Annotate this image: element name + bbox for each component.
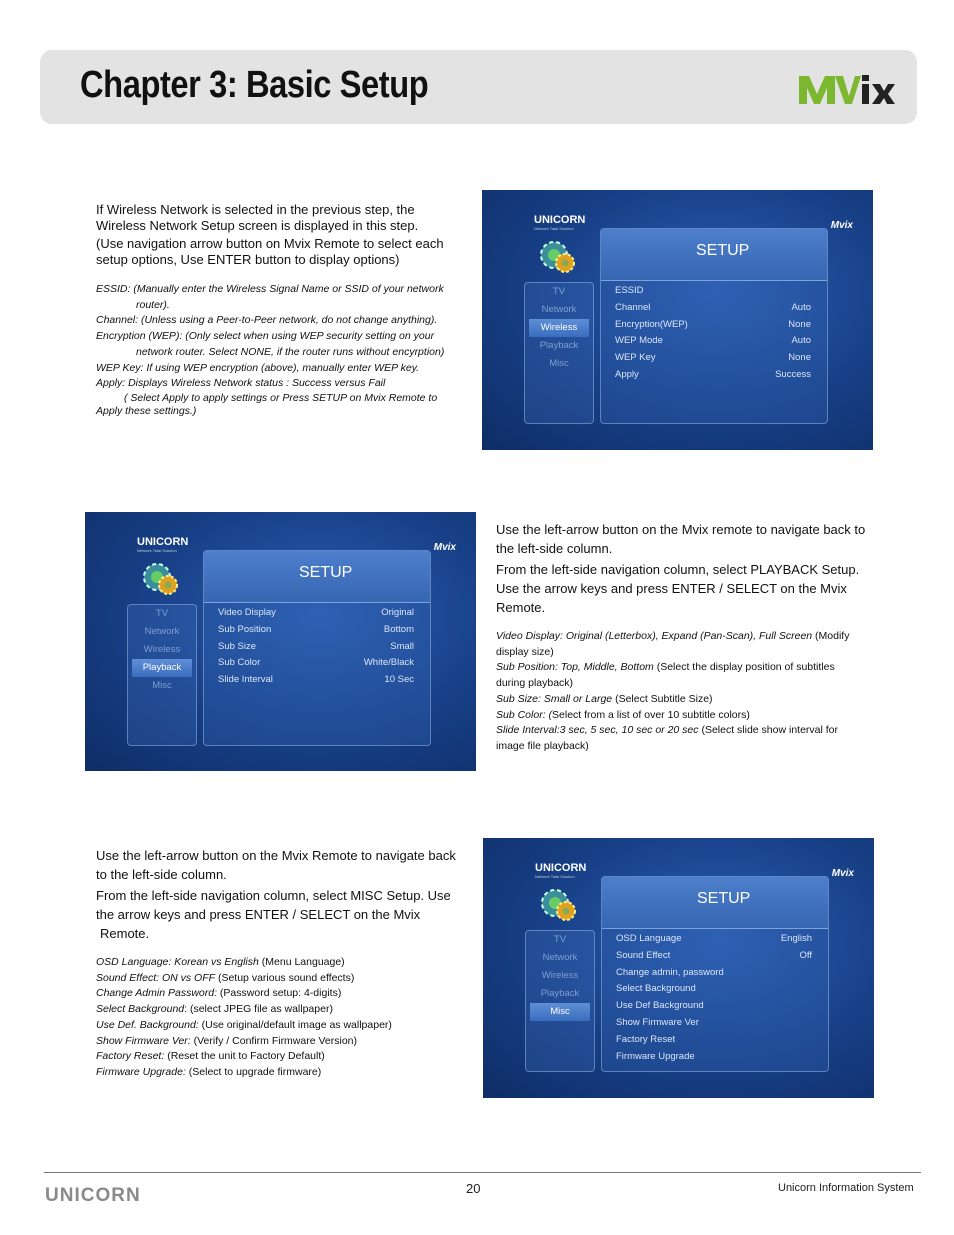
mvix-small-logo: Mvix [831, 868, 854, 879]
note-line: Select Background: (select JPEG file as wallpaper) [96, 1003, 333, 1016]
chapter-header [40, 50, 917, 124]
setup-row: Show Firmware Ver [616, 1016, 699, 1028]
note-line: Sound Effect: ON vs OFF (Setup various sound effects) [96, 971, 355, 984]
intro-paragraph-1: If Wireless Network is selected in the previous step, the Wireless Network Setup screen is displayed in this step. [96, 202, 419, 233]
unicorn-brand: UNICORN Network Total Solution [534, 214, 586, 231]
setup-nav-column [127, 604, 197, 746]
misc-paragraph-1: Use the left-arrow button on the Mvix Remote to navigate back to the left-side column. [96, 848, 456, 882]
note-line: Video Display: Original (Letterbox), Expand (Pan-Scan), Full Screen (Modify display size) [496, 630, 850, 658]
note-line: Slide Interval:3 sec, 5 sec, 10 sec or 20 sec (Select slide show interval for image file playback) [496, 724, 839, 752]
note-line: network router. Select NONE, if the router runs without encyrption) [136, 345, 445, 358]
setup-row: Channel Auto [615, 301, 811, 313]
setup-row: WEP Key None [615, 352, 811, 364]
mvix-small-logo: Mvix [433, 542, 456, 553]
setup-row: Sub Position Bottom [218, 623, 414, 635]
wireless-notes [96, 282, 456, 418]
setup-row: Factory Reset [616, 1033, 676, 1045]
page-title: Chapter 3: Basic Setup [80, 64, 429, 106]
setup-title: SETUP [299, 564, 353, 581]
gear-icon [140, 559, 180, 599]
nav-item-tv: TV [552, 286, 566, 297]
setup-nav-column [524, 282, 594, 424]
unicorn-brand: UNICORN Network Total Solution [137, 536, 189, 553]
setup-row: Sub Size Small [218, 640, 414, 652]
intro-paragraph-2: (Use navigation arrow button on Mvix Remote to select each setup options, Use ENTER button to display options) [96, 236, 444, 267]
wireless-setup-text [96, 202, 456, 418]
nav-item-wireless: Wireless [143, 644, 181, 655]
note-line: Firmware Upgrade: (Select to upgrade firmware) [96, 1065, 322, 1078]
playback-setup-text [496, 520, 866, 755]
setup-row: Sound Effect Off [616, 949, 812, 961]
nav-item-network: Network [541, 304, 577, 315]
setup-panel [203, 550, 431, 746]
mvix-logo [795, 68, 895, 110]
setup-row: Firmware Upgrade [616, 1050, 695, 1062]
setup-row: WEP Mode Auto [615, 335, 811, 347]
setup-title: SETUP [696, 242, 750, 259]
misc-notes [96, 955, 466, 1081]
gear-icon [538, 885, 578, 925]
nav-item-playback: Playback [540, 988, 580, 999]
note-line: Sub Color: (Select from a list of over 10 subtitle colors) [496, 708, 750, 721]
note-line: WEP Key: If using WEP encryption (above), manually enter WEP key. [96, 361, 420, 374]
playback-paragraph-2: From the left-side navigation column, select PLAYBACK Setup. Use the arrow keys and press ENTER / SELECT on the Mvix Remote. [496, 562, 860, 615]
nav-item-network: Network [144, 626, 180, 637]
misc-setup-text [96, 846, 466, 1081]
setup-rows [616, 933, 812, 1067]
setup-panel [600, 228, 828, 424]
note-line: Use Def. Background: (Use original/default image as wallpaper) [96, 1018, 392, 1031]
setup-title: SETUP [697, 890, 751, 907]
note-line: Encryption (WEP): (Only select when using WEP security setting on your [96, 330, 435, 343]
setup-row: Slide Interval 10 Sec [218, 674, 414, 686]
nav-item-wireless: Wireless [529, 319, 589, 337]
setup-row: Video Display Original [218, 607, 414, 618]
note-line: Show Firmware Ver: (Verify / Confirm Firmware Version) [96, 1034, 358, 1047]
playback-paragraph-1: Use the left-arrow button on the Mvix remote to navigate back to the left-side column. [496, 522, 866, 556]
note-line: ESSID: (Manually enter the Wireless Signal Name or SSID of your network [96, 283, 444, 295]
note-line: Apply: Displays Wireless Network status : Success versus Fail [96, 377, 386, 390]
mvix-small-logo: Mvix [830, 220, 853, 231]
nav-item-playback: Playback [539, 340, 579, 351]
setup-row: Use Def Background [616, 1000, 704, 1012]
misc-setup-screenshot [483, 838, 874, 1098]
unicorn-brand: UNICORN Network Total Solution [535, 862, 587, 879]
nav-item-misc: Misc [549, 358, 569, 369]
note-line: Channel: (Unless using a Peer-to-Peer network, do not change anything). [96, 314, 438, 327]
page-number: 20 [466, 1181, 481, 1196]
note-line: Sub Size: Small or Large (Select Subtitle Size) [496, 692, 713, 705]
gear-icon [537, 237, 577, 277]
setup-panel [601, 876, 829, 1072]
note-line: Sub Position: Top, Middle, Bottom (Select the display position of subtitles during playback) [496, 661, 835, 690]
setup-nav-column [525, 930, 595, 1072]
setup-row: Encryption(WEP) None [615, 318, 811, 330]
note-line: Apply these settings.) [96, 404, 197, 417]
nav-item-playback: Playback [132, 659, 192, 677]
footer-unicorn-logo: UNICORN [45, 1185, 141, 1206]
setup-rows [218, 607, 414, 691]
nav-item-tv: TV [155, 608, 169, 619]
setup-row: Change admin, password [616, 966, 724, 978]
setup-row: OSD Language English [616, 933, 812, 944]
note-line: ( Select Apply to apply settings or Press SETUP on Mvix Remote to [124, 391, 438, 404]
nav-item-misc: Misc [152, 680, 172, 691]
setup-row: Apply Success [615, 368, 811, 380]
setup-row: Sub Color White/Black [218, 657, 414, 669]
note-line: Factory Reset: (Reset the unit to Factory Default) [96, 1050, 325, 1063]
nav-item-tv: TV [553, 934, 567, 945]
setup-row: ESSID [615, 285, 644, 296]
playback-setup-screenshot [85, 512, 476, 771]
misc-paragraph-2: From the left-side navigation column, select MISC Setup. Use the arrow keys and press ENTER / SELECT on the Mvix [96, 888, 451, 922]
footer-company: Unicorn Information System [778, 1182, 914, 1194]
playback-notes [496, 629, 866, 755]
nav-item-wireless: Wireless [541, 970, 579, 981]
footer-divider [44, 1172, 921, 1173]
nav-item-misc: Misc [530, 1003, 590, 1021]
misc-paragraph-3: Remote. [100, 926, 150, 941]
note-line: router). [136, 298, 170, 311]
nav-item-network: Network [542, 952, 578, 963]
setup-row: Select Background [616, 983, 696, 995]
wireless-setup-screenshot [482, 190, 873, 450]
note-line: OSD Language: Korean vs English (Menu Language) [96, 956, 345, 968]
note-line: Change Admin Password: (Password setup: 4-digits) [96, 987, 342, 1000]
setup-rows [615, 285, 811, 386]
